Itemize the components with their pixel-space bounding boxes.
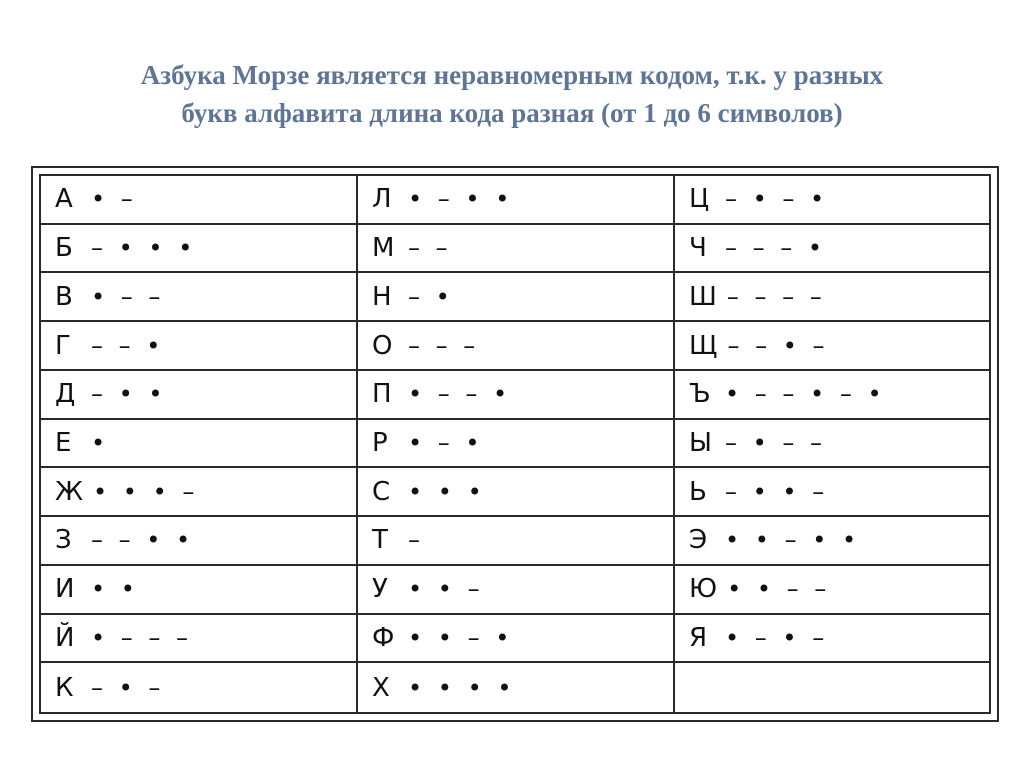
cell-code: • • • – <box>93 477 199 506</box>
cell-letter: М <box>372 233 395 264</box>
cell-letter: Л <box>372 184 392 215</box>
cell-letter: О <box>372 330 393 361</box>
cell-letter: Г <box>55 330 71 361</box>
table-cell <box>41 176 358 225</box>
morse-table-grid <box>39 174 991 714</box>
cell-letter: Я <box>689 622 708 653</box>
cell-code: • • – – <box>727 575 831 604</box>
cell-code: • – • • <box>408 185 514 214</box>
cell-letter: К <box>55 672 74 703</box>
cell-letter: Щ <box>689 330 718 361</box>
title-line-1: Азбука Морзе является неравномерным кодом, т.к. у разных <box>140 60 884 90</box>
table-cell <box>675 517 989 566</box>
cell-code: – – <box>408 234 452 263</box>
cell-code: – – – • <box>725 234 827 263</box>
cell-code: – – • <box>91 331 165 360</box>
cell-code: • • <box>91 575 139 604</box>
table-cell <box>675 322 989 371</box>
cell-letter: Ш <box>689 281 717 312</box>
cell-letter: Ъ <box>689 379 711 410</box>
table-cell <box>358 322 675 371</box>
cell-letter: И <box>55 574 75 605</box>
title-line-2: букв алфавита длина кода разная (от 1 до 6 символов) <box>181 98 843 128</box>
table-cell <box>41 420 358 469</box>
cell-letter: Э <box>689 525 708 556</box>
table-cell <box>675 371 989 420</box>
table-cell <box>675 225 989 274</box>
cell-letter: Н <box>372 281 392 312</box>
cell-letter: Б <box>55 233 73 264</box>
cell-letter: А <box>55 184 73 215</box>
cell-letter: Й <box>55 622 75 653</box>
cell-letter: Р <box>372 427 388 458</box>
table-cell <box>358 420 675 469</box>
cell-letter: Д <box>55 379 76 410</box>
cell-letter: Ы <box>689 427 712 458</box>
cell-code: – • • – <box>725 477 829 506</box>
table-cell <box>358 273 675 322</box>
cell-code: – – – – <box>726 282 826 311</box>
cell-letter: Ч <box>689 233 707 264</box>
cell-code: • – – • – • <box>725 380 886 409</box>
table-cell <box>358 176 675 225</box>
cell-code: – • – • <box>725 185 829 214</box>
cell-code: – • <box>408 282 454 311</box>
page-title <box>0 56 1024 132</box>
table-cell <box>358 566 675 615</box>
table-cell <box>358 517 675 566</box>
table-cell-empty <box>675 663 989 712</box>
cell-letter: З <box>55 525 72 556</box>
cell-code: • – – – <box>91 623 193 652</box>
table-cell <box>675 468 989 517</box>
table-cell <box>41 566 358 615</box>
cell-letter: С <box>372 476 391 507</box>
cell-letter: В <box>55 281 73 312</box>
table-cell <box>41 371 358 420</box>
cell-letter: Ю <box>689 574 718 605</box>
cell-letter: Х <box>372 672 390 703</box>
table-cell <box>41 468 358 517</box>
table-cell <box>41 663 358 712</box>
cell-code: • – <box>91 185 137 214</box>
cell-letter: Т <box>372 525 388 556</box>
cell-code: • • • • <box>408 673 516 702</box>
cell-code: – – • – <box>727 331 829 360</box>
cell-letter: Ф <box>372 622 395 653</box>
cell-code: • – • – <box>725 623 829 652</box>
cell-letter: Е <box>55 427 72 458</box>
cell-letter: Ж <box>55 476 84 507</box>
cell-code: – – – <box>408 331 480 360</box>
cell-letter: Ц <box>689 184 710 215</box>
cell-code: • • • <box>408 477 486 506</box>
cell-code: – • • • <box>91 234 197 263</box>
cell-code: • • – • • <box>725 526 861 555</box>
cell-code: – • – <box>91 673 165 702</box>
table-cell <box>675 615 989 664</box>
cell-code: • – – <box>91 282 165 311</box>
cell-code: • • – <box>408 575 484 604</box>
table-cell <box>675 273 989 322</box>
cell-code: – • – – <box>725 428 827 457</box>
cell-code: – <box>408 526 424 555</box>
cell-code: • – • <box>408 428 484 457</box>
cell-code: • • – • <box>408 623 514 652</box>
table-cell <box>41 517 358 566</box>
table-cell <box>675 420 989 469</box>
cell-code: • <box>91 428 110 457</box>
cell-letter: Ь <box>689 476 707 507</box>
table-cell <box>358 371 675 420</box>
table-cell <box>675 176 989 225</box>
cell-code: • – – • <box>408 380 512 409</box>
table-cell <box>358 615 675 664</box>
table-cell <box>41 615 358 664</box>
cell-letter: П <box>372 379 392 410</box>
morse-table <box>31 166 999 722</box>
table-cell <box>41 322 358 371</box>
table-cell <box>358 663 675 712</box>
table-cell <box>41 273 358 322</box>
table-cell <box>41 225 358 274</box>
table-cell <box>358 468 675 517</box>
table-cell <box>675 566 989 615</box>
cell-code: – – • • <box>91 526 195 555</box>
cell-letter: У <box>372 574 388 605</box>
cell-code: – • • <box>91 380 167 409</box>
table-cell <box>358 225 675 274</box>
